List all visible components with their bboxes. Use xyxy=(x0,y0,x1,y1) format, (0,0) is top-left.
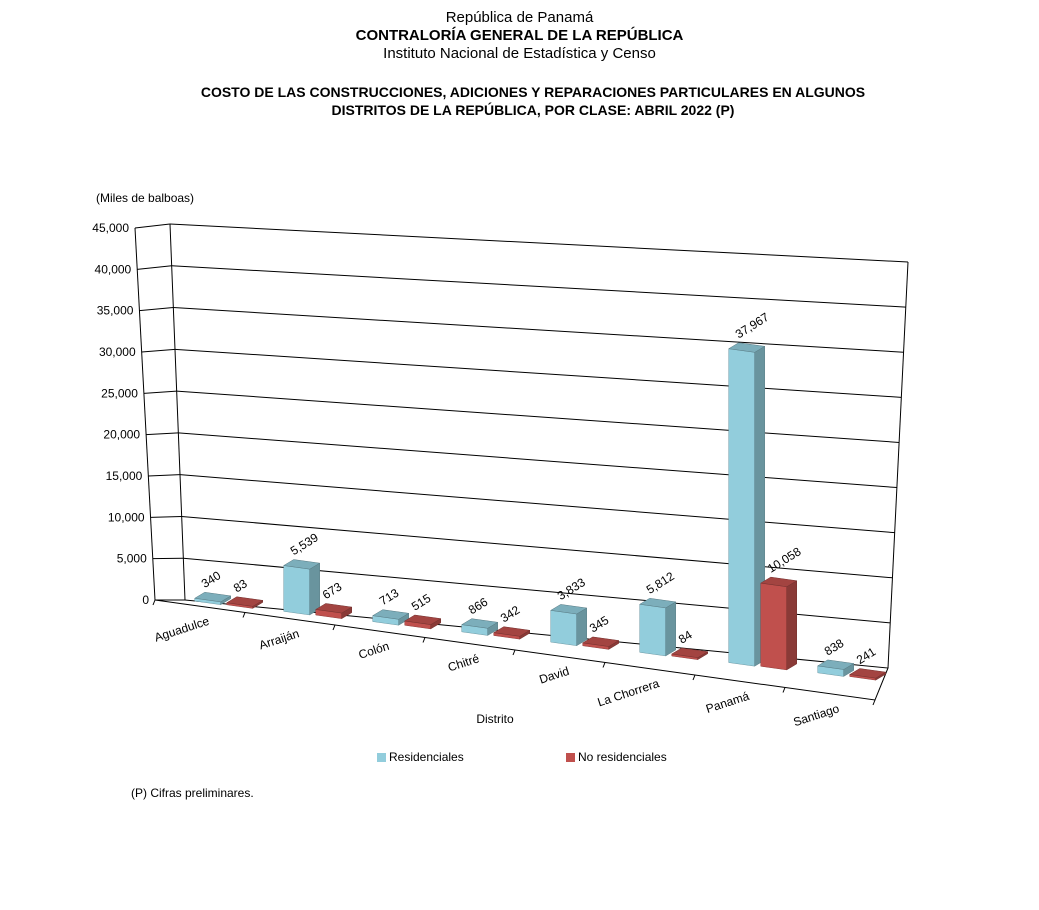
category-label: Colón xyxy=(356,638,391,662)
y-tick-label: 40,000 xyxy=(94,262,132,277)
gridline-back-3 xyxy=(180,475,895,533)
legend-item-no-residenciales xyxy=(566,750,667,764)
bar-0-4-side xyxy=(577,608,587,646)
gridline-back-4 xyxy=(178,433,897,488)
data-label: 5,812 xyxy=(643,569,677,597)
x-tick xyxy=(243,613,245,618)
data-label: 713 xyxy=(376,585,402,609)
bar-0-5-front xyxy=(640,604,666,656)
y-tick-label: 30,000 xyxy=(98,345,136,359)
data-label: 10,058 xyxy=(764,544,804,576)
data-label: 84 xyxy=(675,627,695,647)
bar-0-4-front xyxy=(551,610,577,645)
y-tick-label: 20,000 xyxy=(103,427,141,442)
y-tick-label: 0 xyxy=(142,593,149,607)
data-label: 241 xyxy=(853,644,879,668)
y-tick-label: 25,000 xyxy=(101,386,138,401)
category-label: David xyxy=(537,663,571,687)
bar-0-1-side xyxy=(310,563,320,615)
organization-name: CONTRALORÍA GENERAL DE LA REPÚBLICA xyxy=(355,27,684,44)
bar-0-5-side xyxy=(666,602,676,656)
y-axis-line xyxy=(135,228,155,600)
gridline-back-8 xyxy=(172,266,906,307)
data-label: 342 xyxy=(497,602,523,626)
x-tick xyxy=(693,675,695,680)
legend-swatch-residenciales xyxy=(377,753,386,762)
data-label: 340 xyxy=(198,568,224,591)
y-axis-unit-label: (Miles de balboas) xyxy=(96,191,195,205)
x-tick xyxy=(423,638,425,643)
data-label: 345 xyxy=(586,612,612,636)
gridline-side-5 xyxy=(144,391,177,393)
bar-0-6-front xyxy=(729,349,755,666)
gridline-back-7 xyxy=(173,308,903,353)
y-tick-label: 45,000 xyxy=(92,221,129,235)
bar-0-1-front xyxy=(284,566,310,615)
country-name: República de Panamá xyxy=(445,9,594,26)
gridline-side-4 xyxy=(146,433,178,435)
data-label: 838 xyxy=(821,635,847,659)
x-tick xyxy=(873,700,875,705)
back-right-edge xyxy=(888,262,908,668)
x-tick xyxy=(513,650,515,655)
x-tick xyxy=(333,625,335,630)
category-label: Aguadulce xyxy=(152,613,211,645)
chart-bars xyxy=(195,343,886,680)
data-label: 5,539 xyxy=(287,530,321,559)
gridline-side-9 xyxy=(135,224,170,228)
legend-label-no-residenciales: No residenciales xyxy=(578,750,667,764)
chart-title-line1: COSTO DE LAS CONSTRUCCIONES, ADICIONES Y REPARACIONES PARTICULARES EN ALGUNOS xyxy=(200,84,866,100)
gridline-side-2 xyxy=(151,516,182,517)
legend-item-residenciales xyxy=(377,750,464,764)
data-label: 673 xyxy=(319,579,345,602)
category-label: Panamá xyxy=(704,688,751,716)
category-label: La Chorrera xyxy=(595,676,661,710)
x-tick xyxy=(783,688,785,693)
y-tick-label: 15,000 xyxy=(105,469,143,483)
y-tick-label: 35,000 xyxy=(96,303,134,318)
gridline-back-6 xyxy=(175,349,901,397)
gridline-back-5 xyxy=(177,391,899,442)
data-label: 3,833 xyxy=(554,575,588,603)
legend-label-residenciales: Residenciales xyxy=(389,750,464,764)
category-label: Santiago xyxy=(791,701,841,730)
gridline-back-9 xyxy=(170,224,908,262)
gridline-side-7 xyxy=(139,308,173,311)
gridline-side-3 xyxy=(148,475,180,476)
gridline-side-6 xyxy=(142,349,175,352)
legend-swatch-no-residenciales xyxy=(566,753,575,762)
x-axis-title: Distrito xyxy=(476,712,514,726)
y-tick-label: 10,000 xyxy=(107,510,145,525)
category-label: Chitré xyxy=(446,651,481,675)
data-label: 866 xyxy=(465,594,491,618)
data-label: 515 xyxy=(408,591,434,614)
gridline-side-8 xyxy=(137,266,171,270)
data-label: 37,967 xyxy=(732,309,772,342)
back-left-edge xyxy=(170,224,185,600)
y-tick-label: 5,000 xyxy=(116,551,147,566)
bar-1-6-front xyxy=(761,583,787,670)
institute-name: Instituto Nacional de Estadística y Censo xyxy=(383,45,656,62)
x-tick xyxy=(603,663,605,668)
x-tick xyxy=(153,600,155,605)
chart-title-line2: DISTRITOS DE LA REPÚBLICA, POR CLASE: ABRIL 2022 (P) xyxy=(331,102,735,118)
category-label: Arraiján xyxy=(257,626,301,653)
preliminary-note: (P) Cifras preliminares. xyxy=(131,786,254,800)
data-label: 83 xyxy=(230,576,250,596)
bar-1-6-side xyxy=(787,581,797,670)
